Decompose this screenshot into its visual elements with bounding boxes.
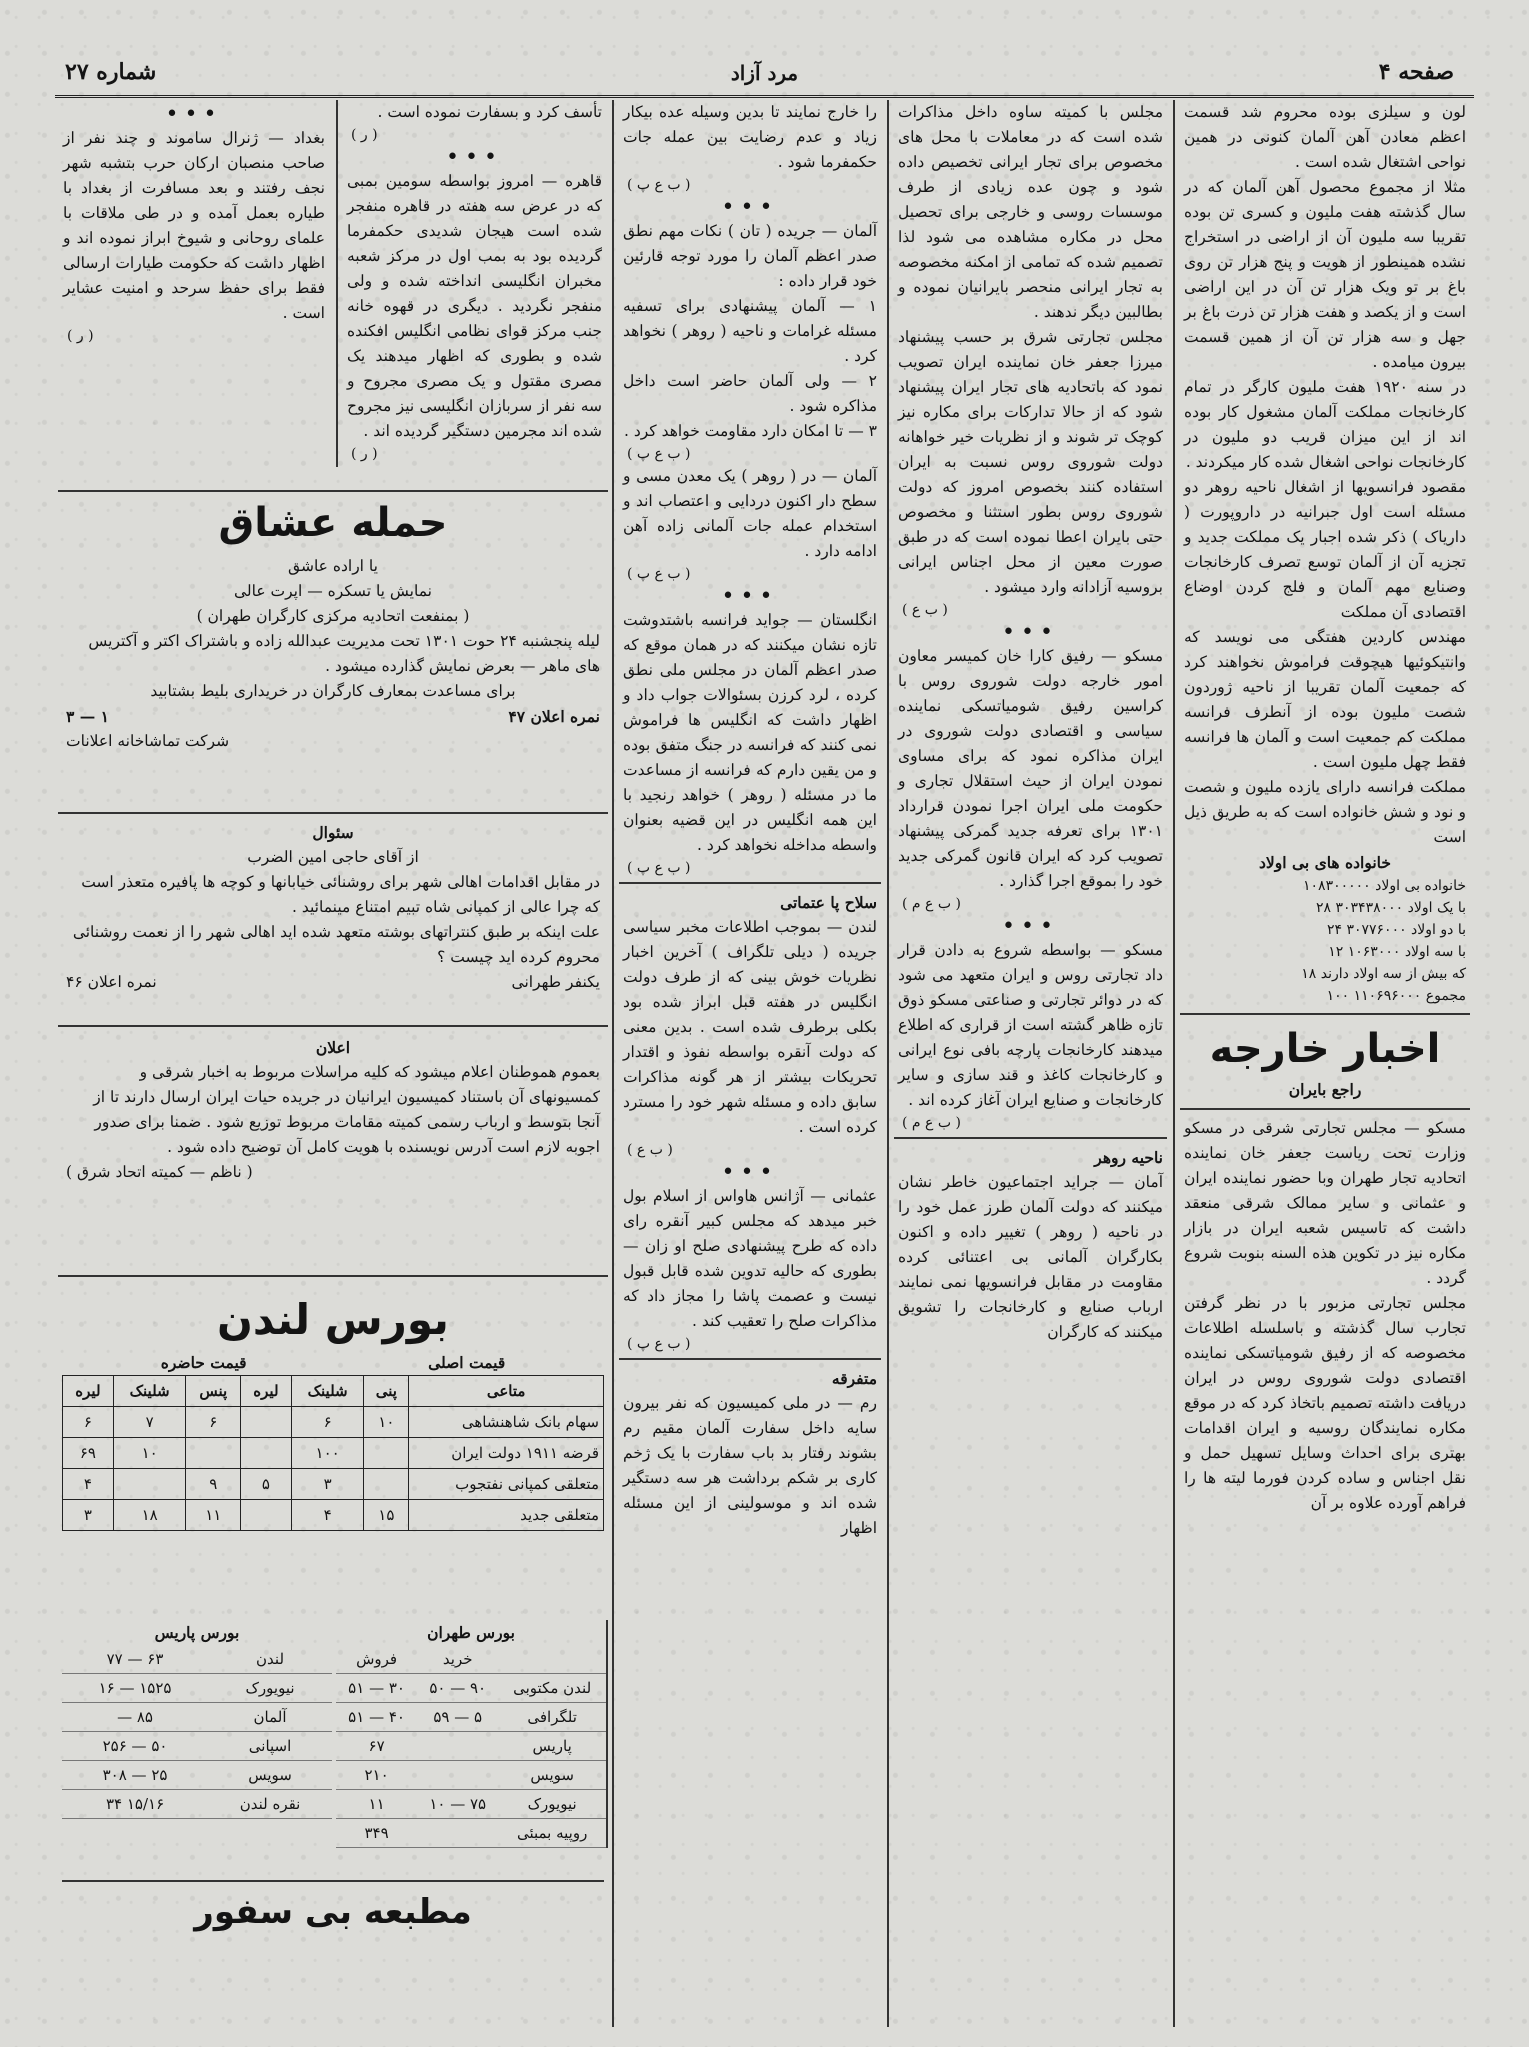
table-cell: سهام بانک شاهنشاهی <box>409 1407 604 1438</box>
article-paragraph: در سنه ۱۹۲۰ هفت ملیون کارگر در تمام کارخانجات مملکت آلمان مشغول کار بوده اند از این میزان قریب دو ملیون در کارخانجات نواحی اشغال شده کار میکردند . <box>1184 378 1467 471</box>
table-cell: ۷۵ — ۱۰ <box>417 1790 498 1819</box>
table-cell: ۳ <box>291 1469 364 1500</box>
article-paragraph: عثمانی — آژانس هاواس از اسلام بول خبر میدهد که مجلس کبیر آنقره رای داده که طرح پیشنهادی صلح او زان — بطوری که حالیه تدوین شده قابل قبول نیست و عصمت پاشا را مجاز داد که مذاکرات صلح را تعقیب کند . <box>623 1187 877 1330</box>
article-paragraph: مجلس تجارتی شرق بر حسب پیشنهاد میرزا جعفر خان نماینده ایران تصویب نمود که باتحادیه های تجار ایران پیشنهاد شود که از حالا تدارکات برای مکاره نیز کوچک تر شوند و از نظریات خیر خواهانه دولت شوروی روس نسبت به ایران استفاده کنند بخصوص امروز که دولت شوروی روس بطور استثنا و مخصوص حتی بایران اعطا نموده است که در طبق صورت معین از محل اجناس ایرانی بروسیه آزادانه وارد میشود . <box>898 328 1163 596</box>
separator-dots: ••• <box>1002 914 1059 939</box>
column-rule <box>1173 100 1175 2027</box>
bourse-title: بورس لندن <box>217 1295 449 1344</box>
table-cell: ۷ <box>113 1407 186 1438</box>
source-tag: ( ب ع ) <box>627 1142 673 1158</box>
table-cell: روپیه بمبئی <box>498 1819 606 1848</box>
column-2 <box>890 100 1171 2027</box>
table-cell <box>241 1438 292 1469</box>
column-rule <box>612 100 614 2027</box>
section-heading: متفرقه <box>831 1369 877 1388</box>
table-row <box>336 1790 606 1819</box>
table-header: لیره <box>241 1376 292 1407</box>
table-cell <box>364 1438 409 1469</box>
paris-bourse <box>62 1620 332 1819</box>
table-row <box>63 1438 604 1469</box>
table-cell: ۶ <box>63 1407 114 1438</box>
notice-ad <box>58 1035 608 1277</box>
table-cell: آلمان <box>208 1703 332 1732</box>
column-4 <box>339 100 610 467</box>
ad-line: برای مساعدت بمعارف کارگران در خریداری بلیط بشتابید <box>150 682 516 700</box>
bourse-title: بورس طهران <box>427 1623 515 1642</box>
issue-number: شماره ۲۷ <box>65 59 157 85</box>
family-row: با سه اولاد ۱۰۶۳۰۰۰ ۱۲ <box>1328 944 1466 960</box>
current-price-label: قیمت حاضره <box>160 1353 247 1372</box>
table-header-row <box>336 1645 606 1674</box>
ad-subtitle: یا اراده عاشق <box>288 557 378 575</box>
table-header: پنس <box>186 1376 241 1407</box>
table-cell: ۴ <box>63 1469 114 1500</box>
article-paragraph: مثلا از مجموع محصول آهن آلمان که در سال گذشته هفت ملیون و کسری تن بوده تقریبا سه ملیون آن از اراضی در استخراج نشده همینطور از هویت و پنج هزار تن روی باغ بر تو ویک هزار تن آن در این اراضی است و از یکصد و هفت هزار تن ذرت باغ بر جهل و سه هزار تن آن از همین قسمت بیرون میامده . <box>1184 178 1466 371</box>
column-3 <box>615 100 885 2027</box>
table-cell: ۳۴۹ <box>336 1819 417 1848</box>
ad-title: اعلان <box>315 1038 351 1057</box>
table-cell: ۶ <box>291 1407 364 1438</box>
table-cell: ۹۰ — ۵۰ <box>417 1674 498 1703</box>
table-cell <box>417 1761 498 1790</box>
ad-number: نمره اعلان ۴۶ <box>66 973 157 991</box>
table-cell: ۲۱۰ <box>336 1761 417 1790</box>
ad-line: بعموم هموطنان اعلام میشود که کلیه مراسلات مربوط به اخبار شرقی و کمسیونهای آن باستناد کمیسیون ایرانیان در جریده حیات ایران ارسال دارند تا از آنجا بتوسط و ارباب رسمی کمیته مقامات مربوط توزیع شود . ضمنا برای صدور اجوبه لازم است آدرس نویسنده با هویت کامل آن توضیح داده شود . <box>93 1063 600 1156</box>
tehran-table <box>336 1645 606 1848</box>
tehran-bourse <box>336 1620 608 1848</box>
column-rule <box>336 100 338 467</box>
source-tag: ( ب ع م ) <box>902 1115 961 1131</box>
table-cell: متعلقی کمپانی نفتجوب <box>409 1469 604 1500</box>
table-cell <box>417 1732 498 1761</box>
table-cell: ۵ <box>241 1469 292 1500</box>
table-cell: ۱۸ <box>113 1500 186 1531</box>
table-row <box>63 1500 604 1531</box>
table-cell: ۶۳ — ۷۷ <box>62 1645 208 1674</box>
article-paragraph: مجلس تجارتی مزبور با در نظر گرفتن تجارب سال گذشته و باسلسله اطلاعات مخصوصه که از رفیق شومیاتسکی نماینده اقتصادی دولت شوروی روس در ایران دریافت داشته تصمیم باتخاذ کرد که در موقع مکاره نمایندگان روسیه و ایران اقدامات بهتری برای احداث وسایل تسهیل حمل و نقل اجناس و ساده کردن فورما لیته ها را فراهم آورده علاوه بر آن <box>1184 1294 1466 1512</box>
source-tag: ( ب ع پ ) <box>627 446 691 462</box>
table-row <box>336 1819 606 1848</box>
printer-name: مطبعه بی سفور <box>62 1880 604 1942</box>
separator-dots: ••• <box>721 1160 779 1185</box>
foreign-news-title: اخبار خارجه <box>1209 1026 1441 1072</box>
table-cell <box>241 1500 292 1531</box>
table-cell <box>364 1469 409 1500</box>
table-cell: لندن مکتوبی <box>498 1674 606 1703</box>
family-row: خانواده بی اولاد ۱۰۸۳۰۰۰۰۰ <box>1303 878 1466 894</box>
table-header: پنی <box>364 1376 409 1407</box>
article-paragraph: رم — در ملی کمیسیون که نفر بیرون سایه داخل سفارت آلمان مقیم رم بشوند رفتار بد باب سفارت با یک ژخم کاری بر شکم برداشت هر سه دستگیر شده اند و موسولینی از این مسئله اظهار <box>623 1394 877 1537</box>
ad-line: ( بمنفعت اتحادیه مرکزی کارگران طهران ) <box>196 607 470 625</box>
source-tag: ( ب ع م ) <box>902 896 961 912</box>
table-cell: تلگرافی <box>498 1703 606 1732</box>
article-paragraph: مسکو — بواسطه شروع به دادن قرار داد تجارتی روس و ایران متعهد می شود که در دوائر تجارتی و صناعتی مسکو ذوق تازه ظاهر گشته است از قراری که اطلاع میدهند کارخانجات پارچه بافی نوع ایرانی و کارخانجات کاغذ و قند سازی و سایر کارخانجات و صنایع ایران آغاز کرده اند . <box>898 941 1163 1109</box>
separator-dots: ••• <box>1002 620 1059 645</box>
ad-footer <box>66 970 600 995</box>
article-paragraph: ۱ — آلمان پیشنهادی برای تسفیه مسئله غرامات و ناحیه ( روهر ) نخواهد کرد . <box>623 297 877 365</box>
table-cell: ۸۵ — <box>62 1703 208 1732</box>
ad-footer <box>66 704 600 729</box>
table-cell: ۴ <box>291 1500 364 1531</box>
table-row <box>336 1674 606 1703</box>
source-tag: ( ر ) <box>67 328 94 344</box>
table-cell: ۱۵/۱۶ ۳۴ <box>62 1790 208 1819</box>
table-header: شلینک <box>291 1376 364 1407</box>
article-paragraph: لندن — بموجب اطلاعات مخبر سیاسی جریده ( دیلی تلگراف ) آخرین اخبار نظریات خوش بینی که از طرف دولت انگلیس در هفته قبل ابراز شده بود بکلی برطرف شده است . بدین معنی که دولت آنقره بواسطه نفوذ و اقتدار تحریکات بیشتر از هر گونه مذاکرات سابق داده و مسئله شهر خود را مسترد کرده است . <box>623 918 877 1136</box>
article-paragraph: مهندس کاردین هفتگی می نویسد که وانتیکوئیها هیچوقت فراموش نخواهند کرد که جمعیت آلمان تقریبا از ناحیه ژوردون شصت ملیون بوده از آنطرف فرانسه مملکت کم جمعیت است و آلمان ها فرانسه فقط چهل ملیون است . <box>1184 628 1466 771</box>
family-list <box>1184 875 1466 1007</box>
table-cell: سویس <box>208 1761 332 1790</box>
source-tag: ( ب ع پ ) <box>627 177 691 193</box>
table-cell: ۱۵۲۵ — ۱۶ <box>62 1674 208 1703</box>
section-heading: سلاح پا عتماتی <box>780 893 877 912</box>
table-cell: ۹ <box>186 1469 241 1500</box>
table-cell: نیویورک <box>208 1674 332 1703</box>
family-row: با یک اولاد ۳۰۳۴۳۸۰۰۰ ۲۸ <box>1316 900 1466 916</box>
ad-line: لیله پنجشنبه ۲۴ حوت ۱۳۰۱ تحت مدیریت عبدالله زاده و باشتراک اکتر و آکتریس های ماهر — بعرض نمایش گذارده میشود . <box>88 632 600 675</box>
divider <box>894 1137 1167 1139</box>
divider <box>619 882 881 884</box>
source-tag: ( ر ) <box>351 446 378 462</box>
table-header: فروش <box>336 1645 417 1674</box>
table-cell: پاریس <box>498 1732 606 1761</box>
table-cell: نیویورک <box>498 1790 606 1819</box>
family-table-title: خانواده های بی اولاد <box>1259 853 1391 872</box>
table-row <box>336 1703 606 1732</box>
page-header <box>55 55 1474 98</box>
table-row <box>62 1674 332 1703</box>
table-header-row <box>63 1376 604 1407</box>
separator-dots: ••• <box>446 145 503 170</box>
table-cell: ۳۰ — ۵۱ <box>336 1674 417 1703</box>
ad-company: شرکت تماشاخانه اعلانات <box>66 732 230 750</box>
source-tag: ( ب ع پ ) <box>627 860 691 876</box>
article-paragraph: مجلس با کمیته ساوه داخل مذاکرات شده است که در معاملات با محل های مخصوص برای تجار ایرانی تخصیص داده شود و چون عده زیادی از طرف موسسات روسی و خارجی برای تحصیل محل در مکاره مشاهده می شود لذا تصمیم شده که تمامی از امکنه مخصوصه به تجار ایرانی منحصر بایرانیان نموده و بطالبین دیگر ندهند . <box>898 103 1163 321</box>
table-cell: ۱۱ <box>336 1790 417 1819</box>
column-1 <box>1176 100 1474 2027</box>
table-row <box>62 1790 332 1819</box>
table-cell: ۳ <box>63 1500 114 1531</box>
source-tag: ( ب ع ) <box>902 602 948 618</box>
article-paragraph: انگلستان — جواید فرانسه باشتدوشت تازه نشان میکنند که در همان موقع که صدر اعظم آلمان در مجلس ملی نطق کرده ، لرد کرزن بسئوالات جواب داد و اظهار داشت که انگلیس ها فراموش نمی کنند که فرانسه در جنگ متفق بوده و من یقین دارم که فرانسه از مساعدت ما در مسئله ( روهر ) خواهد رنجید با این همه انگلیس در این قضیه بعنوان واسطه مداخله نخواهد کرد . <box>623 611 877 854</box>
ad-line: در مقابل اقدامات اهالی شهر برای روشنائی خیابانها و کوچه ها پافیره متعذر است که چرا عالی از کمپانی شاه تبیم امتناع مینمائید . <box>81 873 600 916</box>
source-tag: ( ب ع پ ) <box>627 1336 691 1352</box>
table-row <box>336 1761 606 1790</box>
article-paragraph: ۳ — تا امکان دارد مقاومت خواهد کرد . <box>624 422 877 440</box>
table-cell: ۴۰ — ۵۱ <box>336 1703 417 1732</box>
table-cell: ۱۵ <box>364 1500 409 1531</box>
article-paragraph: قاهره — امروز بواسطه سومین بمبی که در عرض سه هفته در قاهره منفجر شده است هیجان شدیدی حکمفرما گردیده بود به بمب اول در مرکز شعبه مخبران انگلیسی انداخته شده و ولی منفجر نگردید . دیگری در قهوه خانه جنب مرکز قوای نظامی انگلیس افکنده شده و بطوری که اظهار میدهند یک مصری مقتول و یک مصری مجروح و سه نفر از سربازان انگلیسی نیز مجروح شده اند مجرمین دستگیر گردیده اند . <box>347 172 602 440</box>
base-price-label: قیمت اصلی <box>428 1353 506 1372</box>
table-header: لیره <box>63 1376 114 1407</box>
table-row <box>62 1732 332 1761</box>
source-tag: ( ر ) <box>351 127 378 143</box>
bourse-table <box>62 1375 604 1531</box>
article-paragraph: مسکو — رفیق کارا خان کمیسر معاون امور خارجه دولت شوروی روس با کراسین رفیق شومیاتسکی نماینده سیاسی و اقتصادی دولت شوروی در ایران مذاکره نمود که برای مساوی نمودن ایران از حیث استقلال تجاری و حکومت ملی ایران اجرا نمودن قرارداد ۱۳۰۱ برای تعرفه جدید گمرکی پیشنهاد تصویب کرد که ایران قانون گمرکی جدید خود را بموقع اجرا گذارد . <box>898 647 1163 890</box>
foreign-news-subtitle: راجع بایران <box>1288 1080 1362 1099</box>
table-header: شلینک <box>113 1376 186 1407</box>
paris-table <box>62 1645 332 1819</box>
table-cell: ۱۰ <box>113 1438 186 1469</box>
table-cell: ۶۷ <box>336 1732 417 1761</box>
ad-sign: ( ناظم — کمیته اتحاد شرق ) <box>66 1163 253 1181</box>
article-paragraph: مقصود فرانسویها از اشغال ناحیه روهر دو مسئله است اول جبرانیه در داروپورت ( داریاک ) ذکر شده اجبار یک مملکت جدید و تجزیه آن از آلمان توسع تصرف کارخانجات وصنایع مهم آلمان و فلج کردن اوضاع اقتصادی آن مملکت <box>1184 478 1466 621</box>
table-header: متاعی <box>409 1376 604 1407</box>
table-cell: ۱۰ <box>364 1407 409 1438</box>
column-5 <box>55 100 333 467</box>
bourse-subheader <box>70 1350 596 1375</box>
table-cell: متعلقی جدید <box>409 1500 604 1531</box>
article-paragraph: بغداد — ژنرال ساموند و چند نفر از صاحب منصبان ارکان حرب بتشبه شهر نجف رفتند و بعد مسافرت از بغداد با طیاره بعمل آمده و در طی ملاقات با علمای روحانی و شیوخ ابراز نموده اند و اظهار داشت که حکومت طیارات ارسالی فقط برای حفظ سرحد و امنیت عشایر است . <box>63 129 325 322</box>
table-row <box>63 1469 604 1500</box>
theater-ad <box>58 490 608 814</box>
article-paragraph: مسکو — مجلس تجارتی شرقی در مسکو وزارت تحت ریاست جعفر خان نماینده اتحادیه تجار طهران وبا حضور نماینده ایران و عثمانی و سایر ممالک شرقی منعقد داشت که تاسیس شعبه ایران در بازار مکاره نیز در تکوین هذه السنه بنوبت شروع گردد . <box>1184 1119 1466 1287</box>
ad-sign: یکنفر طهرانی <box>511 973 600 991</box>
page-number: صفحه ۴ <box>1378 59 1454 85</box>
article-paragraph: مملکت فرانسه دارای یازده ملیون و شصت و نود و شش خانواده است که به طریق ذیل است <box>1184 778 1466 846</box>
separator-dots: ••• <box>165 102 223 127</box>
table-cell <box>186 1438 241 1469</box>
table-cell <box>113 1469 186 1500</box>
newspaper-name: مرد آزاد <box>730 61 799 85</box>
table-cell: ۵ — ۵۹ <box>417 1703 498 1732</box>
article-paragraph: لون و سیلزی بوده محروم شد قسمت اعظم معادن آهن آلمان کنونی در همین نواحی اشتغال شده است . <box>1184 103 1466 171</box>
table-cell: سویس <box>498 1761 606 1790</box>
table-cell: ۶ <box>186 1407 241 1438</box>
column-rule <box>887 100 889 2027</box>
ad-line: از آقای حاجی امین الضرب <box>247 848 419 866</box>
family-row: که بیش از سه اولاد دارند ۱۸ <box>1301 966 1466 982</box>
divider <box>619 1358 881 1360</box>
section-heading: ناحیه روهر <box>1094 1148 1163 1167</box>
table-cell <box>417 1819 498 1848</box>
separator-dots: ••• <box>721 195 779 220</box>
family-row: با دو اولاد ۳۰۷۷۶۰۰۰ ۲۴ <box>1326 922 1466 938</box>
ad-title: سئوال <box>312 823 354 842</box>
table-cell <box>241 1407 292 1438</box>
table-row <box>62 1645 332 1674</box>
separator-dots: ••• <box>721 584 779 609</box>
table-cell: ۲۵ — ۳۰۸ <box>62 1761 208 1790</box>
table-cell: قرضه ۱۹۱۱ دولت ایران <box>409 1438 604 1469</box>
family-row: مجموع ۱۱۰۶۹۶۰۰۰ ۱۰۰ <box>1326 988 1466 1004</box>
table-cell: نقره لندن <box>208 1790 332 1819</box>
ad-number: نمره اعلان ۴۷ <box>508 707 600 726</box>
article-paragraph: آمان — جراید اجتماعیون خاطر نشان میکنند که دولت آلمان طرز عمل خود را در ناحیه ( روهر ) تغییر داده و اکنون بکارگران آلمانی بی اعتنائی کرده مقاومت در مقابل فرانسویها نمی نمایند ارباب صنایع و کارخانجات را تشویق میکنند که کارگران <box>898 1173 1163 1341</box>
divider <box>1180 1013 1470 1015</box>
table-cell: ۱۱ <box>186 1500 241 1531</box>
london-bourse <box>62 1290 604 1531</box>
bourse-title: بورس پاریس <box>154 1623 240 1642</box>
table-row <box>336 1732 606 1761</box>
table-cell: ۶۹ <box>63 1438 114 1469</box>
article-paragraph: را خارج نمایند تا بدین وسیله عده بیکار زیاد و عدم رضایت بین عمله جات حکمفرما شود . <box>623 103 877 171</box>
ad-line: نمایش یا تسکره — اپرت عالی <box>234 582 432 600</box>
table-row <box>62 1761 332 1790</box>
table-cell: لندن <box>208 1645 332 1674</box>
table-row <box>62 1703 332 1732</box>
table-row <box>63 1407 604 1438</box>
article-paragraph: ۲ — ولی آلمان حاضر است داخل مذاکره شود . <box>623 372 877 415</box>
article-paragraph: آلمان — جریده ( تان ) نکات مهم نطق صدر اعظم آلمان را مورد توجه قارئین خود قرار داده : <box>623 222 877 290</box>
question-ad <box>58 820 608 1027</box>
table-cell: ۵۰ — ۲۵۶ <box>62 1732 208 1761</box>
source-tag: ( ب ع پ ) <box>627 566 691 582</box>
article-paragraph: آلمان — در ( روهر ) یک معدن مسی و سطح دار اکنون دردایی و اعتصاب اند و استخدام عمله جات آلمانی زاده آهن ادامه دارد . <box>623 467 877 560</box>
table-cell: ۱۰۰ <box>291 1438 364 1469</box>
ad-title: حمله عشاق <box>218 500 448 546</box>
ad-line: علت اینکه بر طبق کنتراتهای بوشته متعهد شده اید اهالی شهر را از نعمت روشنائی محروم کرده اید چیست ؟ <box>72 923 600 966</box>
article-paragraph: تأسف کرد و بسفارت نموده است . <box>377 103 602 121</box>
ad-number: ۱ — ۳ <box>66 707 109 726</box>
table-cell <box>498 1645 606 1674</box>
table-cell: اسپانی <box>208 1732 332 1761</box>
divider <box>1180 1108 1470 1110</box>
table-header: خرید <box>417 1645 498 1674</box>
